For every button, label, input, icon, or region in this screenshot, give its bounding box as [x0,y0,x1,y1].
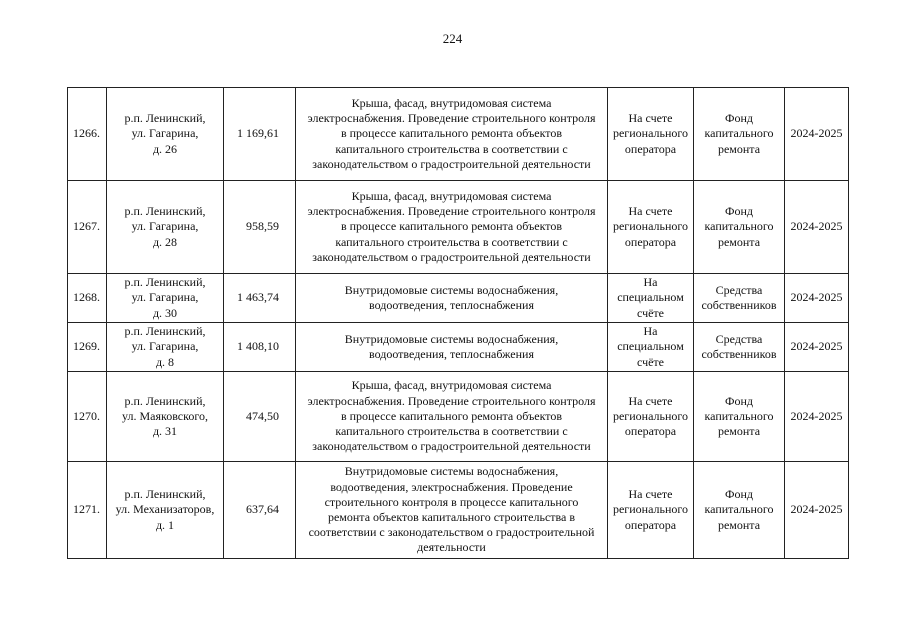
address-cell [107,323,224,372]
funding-source-cell [694,372,785,462]
source-line: капитального [704,502,774,517]
address-line: ул. Гагарина, [131,339,199,354]
funding-source-cell [694,88,785,181]
source-line: собственников [701,298,777,312]
table-row [68,88,849,181]
funding-source-cell [694,181,785,274]
area-cell: 1 463,74 [224,274,296,323]
account-cell [608,372,694,462]
source-line: ремонта [717,141,761,156]
address-line: д. 30 [152,305,178,320]
account-line: оператора [624,517,677,532]
account-line: регионального [612,502,689,517]
address-line: ул. Гагарина, [131,126,199,141]
account-line: На [643,275,658,290]
address-line: р.п. Ленинский, [124,111,206,126]
address-line: ул. Механизаторов, [115,502,215,517]
account-line: регионального [612,126,689,141]
address-line: р.п. Ленинский, [124,487,206,502]
account-line: На счете [628,111,673,126]
table-row [68,181,849,274]
table-row [68,274,849,323]
area-cell: 958,59 [224,181,296,274]
works-line: Крыша, фасад, внутридомовая система [351,95,552,110]
account-line: специальном [617,339,684,354]
works-line: Внутридомовые системы водоснабжения, [344,331,559,346]
address-line: д. 26 [152,141,178,156]
works-cell [296,372,608,462]
source-line: Фонд [724,393,753,408]
works-cell [296,462,608,559]
works-line: законодательством о градостроительной деятельности [312,156,591,171]
period-cell: 2024-2025 [785,88,849,181]
source-line: капитального [704,219,774,234]
address-line: ул. Гагарина, [131,219,199,234]
address-line: д. 28 [152,234,178,249]
account-line: На счете [628,204,673,219]
funding-source-cell [694,274,785,323]
source-line: Фонд [724,204,753,219]
address-line: р.п. Ленинский, [124,204,206,219]
works-cell [296,323,608,372]
works-line: водоотведения, теплоснабжения [369,347,534,361]
address-line: д. 8 [155,354,175,369]
account-cell [608,181,694,274]
works-line: в процессе капитального ремонта объектов [340,126,563,141]
address-line: ул. Маяковского, [122,408,208,423]
address-line: р.п. Ленинский, [124,324,206,339]
address-line: д. 1 [155,517,175,532]
account-line: регионального [612,408,689,423]
period-cell: 2024-2025 [785,181,849,274]
account-line: регионального [612,219,689,234]
account-cell [608,274,694,323]
works-line: капитального строительства в соответствии с [335,424,568,439]
period-cell: 2024-2025 [785,323,849,372]
account-cell [608,462,694,559]
works-line: в процессе капитального ремонта объектов [340,219,563,234]
source-line: Фонд [724,111,753,126]
account-line: счёте [636,305,665,320]
funding-source-cell [694,462,785,559]
address-line: ул. Гагарина, [131,290,199,305]
works-line: деятельности [417,540,486,555]
table-row [68,323,849,372]
source-line: собственников [701,347,777,361]
works-line: капитального строительства в соответствии с [335,234,568,249]
address-cell [107,462,224,559]
period-cell: 2024-2025 [785,372,849,462]
works-line: Внутридомовые системы водоснабжения, [344,464,559,479]
source-line: ремонта [717,424,761,439]
address-line: р.п. Ленинский, [124,393,206,408]
area-cell: 637,64 [224,462,296,559]
address-cell [107,274,224,323]
funding-source-cell [694,323,785,372]
address-cell [107,181,224,274]
source-line: Фонд [724,487,753,502]
table-row [68,372,849,462]
works-line: ремонта объектов капитального строительства в [327,510,576,524]
account-line: На счете [628,393,673,408]
source-line: капитального [704,126,774,141]
table-row [68,462,849,559]
period-cell: 2024-2025 [785,462,849,559]
works-line: строительного контроля в процессе капитального [324,494,579,509]
works-line: законодательством о градостроительной деятельности [312,439,591,454]
row-number: 1271. [68,462,107,559]
address-cell [107,88,224,181]
repair-program-table [67,87,849,559]
works-line: в процессе капитального ремонта объектов [340,408,563,423]
source-line: Средства [715,331,763,346]
works-line: соответствии с законодательством о градостроительной [308,525,595,540]
works-line: капитального строительства в соответствии с [335,141,568,156]
works-line: водоотведения, электроснабжения. Проведение [330,479,573,494]
account-line: счёте [636,354,665,369]
period-cell: 2024-2025 [785,274,849,323]
address-line: д. 31 [152,424,178,439]
account-cell [608,323,694,372]
row-number: 1266. [68,88,107,181]
address-line: р.п. Ленинский, [124,275,206,290]
address-cell [107,372,224,462]
page-number: 224 [442,31,463,46]
works-line: Крыша, фасад, внутридомовая система [351,378,552,393]
area-cell: 474,50 [224,372,296,462]
row-number: 1268. [68,274,107,323]
works-line: Внутридомовые системы водоснабжения, [344,282,559,297]
source-line: Средства [715,282,763,297]
works-cell [296,181,608,274]
source-line: ремонта [717,234,761,249]
account-line: На [643,324,658,339]
source-line: ремонта [717,517,761,532]
account-line: оператора [624,234,677,249]
area-cell: 1 169,61 [224,88,296,181]
row-number: 1269. [68,323,107,372]
account-line: оператора [624,141,677,156]
account-cell [608,88,694,181]
area-cell: 1 408,10 [224,323,296,372]
source-line: капитального [704,408,774,423]
account-line: оператора [624,424,677,439]
works-cell [296,274,608,323]
account-line: На счете [628,487,673,502]
works-line: электроснабжения. Проведение строительного контроля [307,111,596,126]
works-line: электроснабжения. Проведение строительного контроля [307,204,596,219]
works-line: Крыша, фасад, внутридомовая система [351,188,552,203]
account-line: специальном [617,290,684,305]
works-cell [296,88,608,181]
row-number: 1270. [68,372,107,462]
works-line: законодательством о градостроительной деятельности [312,249,591,264]
row-number: 1267. [68,181,107,274]
works-line: водоотведения, теплоснабжения [369,298,534,312]
works-line: электроснабжения. Проведение строительного контроля [307,393,596,408]
